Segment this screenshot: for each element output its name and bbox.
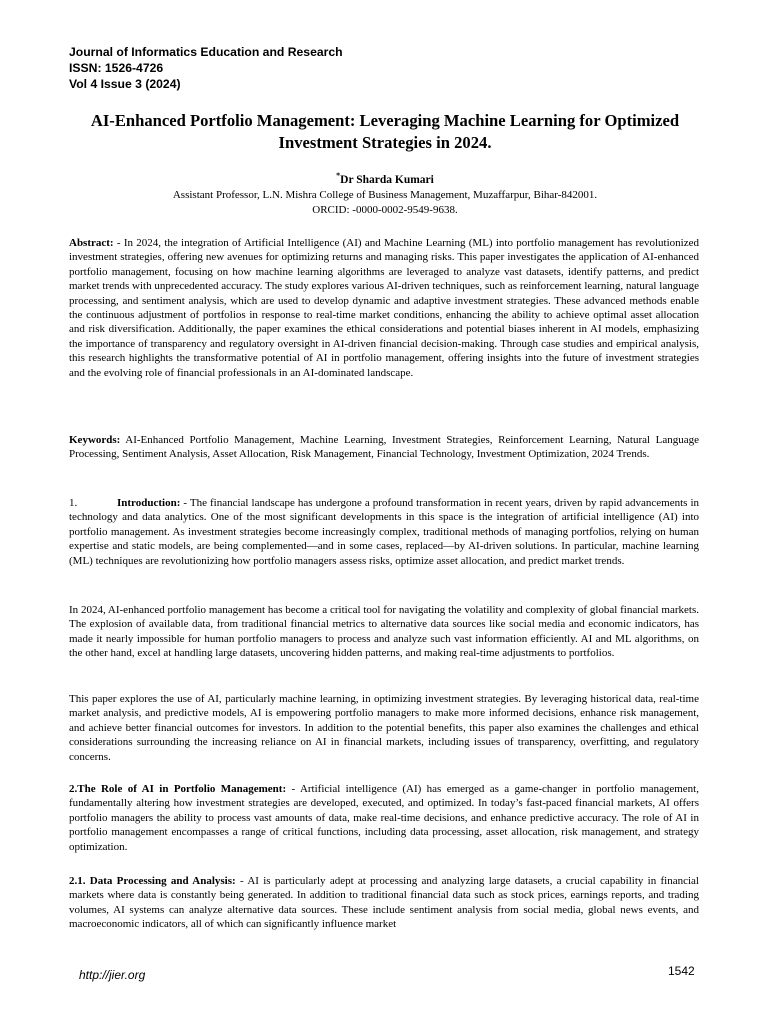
section-2-paragraph [69,782,699,854]
author-name-line [60,168,710,188]
author-marker: * [336,171,341,180]
journal-volume: Vol 4 Issue 3 (2024) [69,77,181,91]
section-2-text: - Artificial intelligence (AI) has emerged as a game-changer in portfolio management, fundamentally altering how investment strategies are developed, executed, and optimized. In today’s fast-paced financial markets, AI offers portfolio managers the ability to process vast amounts of data, make real-time decisions, and enhance predictive accuracy. The role of AI in portfolio management encompasses a range of critical functions, including data processing, asset allocation, risk management, and strategy optimization. [69,783,699,853]
introduction-label: Introduction: [117,497,181,509]
author-block [60,168,710,218]
section-2-label: 2.The Role of AI in Portfolio Management: [69,783,287,795]
journal-header [69,44,343,92]
body-paragraph-2: This paper explores the use of AI, particularly machine learning, in optimizing investment strategies. By leveraging historical data, real-time market analysis, and predictive models, AI is empowering portfolio managers to make more informed decisions, enhance risk management, and achieve better financial outcomes for investors. In addition to the potential benefits, this paper also examines the challenges and ethical considerations surrounding the increasing reliance on AI in financial markets, including issues of transparency, overfitting, and regulatory concerns. [69,693,699,763]
journal-name: Journal of Informatics Education and Research [69,45,343,59]
keywords-text: AI-Enhanced Portfolio Management, Machine Learning, Investment Strategies, Reinforcement Learning, Natural Language Processing, Sentiment Analysis, Asset Allocation, Risk Management, Financial Technology, Investment Optimization, 2024 Trends. [69,434,699,461]
author-name: Dr Sharda Kumari [340,173,434,186]
keywords-paragraph [69,433,699,462]
introduction-paragraph [69,496,699,568]
author-affiliation: Assistant Professor, L.N. Mishra College of Business Management, Muzaffarpur, Bihar-842001. [172,188,598,201]
abstract-text: - In 2024, the integration of Artificial Intelligence (AI) and Machine Learning (ML) into portfolio management has revolutionized investment strategies, offering new avenues for optimizing returns and managing risks. This paper investigates the application of AI-enhanced portfolio management, focusing on how machine learning algorithms are leveraged to analyze vast datasets, identify patterns, and predict market trends with unprecedented accuracy. The study explores various AI-driven techniques, such as reinforcement learning, natural language processing, and sentiment analysis, which are used to develop dynamic and adaptive investment strategies. These advanced methods enable the continuous adjustment of portfolios in response to real-time market conditions, enhancing the ability to achieve optimal asset allocation and risk diversification. Additionally, the paper examines the ethical considerations and potential biases inherent in AI models, emphasizing the importance of transparency and regulatory oversight in AI-driven financial decision-making. Through case studies and empirical analysis, this research highlights the transformative potential of AI in portfolio management, offering insights into the future of investment strategies and the evolving role of financial professionals in an AI-dominated landscape. [69,237,699,379]
journal-issn: ISSN: 1526-4726 [69,61,164,75]
paper-title: AI-Enhanced Portfolio Management: Leveraging Machine Learning for Optimized Investment Strategies in 2024. [90,111,680,152]
abstract-paragraph [69,236,699,380]
section-2-1-text: - AI is particularly adept at processing and analyzing large datasets, a crucial capability in financial markets where data is constantly being generated. In addition to traditional financial data such as stock prices, earnings reports, and trading volumes, AI systems can analyze alternative data sources. These include sentiment analysis from social media, global news events, and macroeconomic indicators, all of which can significantly influence market [69,875,699,931]
section-2-1-paragraph [69,874,699,932]
introduction-text: - The financial landscape has undergone a profound transformation in recent years, driven by rapid advancements in technology and data analytics. One of the most significant developments in this space is the integration of artificial intelligence (AI) into portfolio management. As investment strategies become increasingly complex, traditional methods of managing portfolios, relying on human expertise and static models, are being complemented—and in some cases, replaced—by AI-driven solutions. In particular, machine learning (ML) techniques are revolutionizing how portfolio managers assess risks, optimize asset allocation, and predict market trends. [69,497,699,567]
body-paragraph-1: In 2024, AI-enhanced portfolio management has become a critical tool for navigating the volatility and complexity of global financial markets. The explosion of available data, from traditional financial metrics to alternative data sources like social media and economic indicators, has made it nearly impossible for human portfolio managers to process and analyze such vast information efficiently. AI and ML algorithms, on the other hand, excel at handling large datasets, uncovering hidden patterns, and making real-time adjustments to portfolios. [69,604,699,660]
author-orcid: ORCID: -0000-0002-9549-9638. [312,203,458,216]
footer-url[interactable]: http://jier.org [79,968,146,982]
keywords-label: Keywords: [69,434,121,446]
introduction-number: 1. [69,497,78,509]
abstract-label: Abstract: [69,237,114,249]
section-2-1-label: 2.1. Data Processing and Analysis: [69,875,236,887]
page-number: 1542 [668,964,695,978]
